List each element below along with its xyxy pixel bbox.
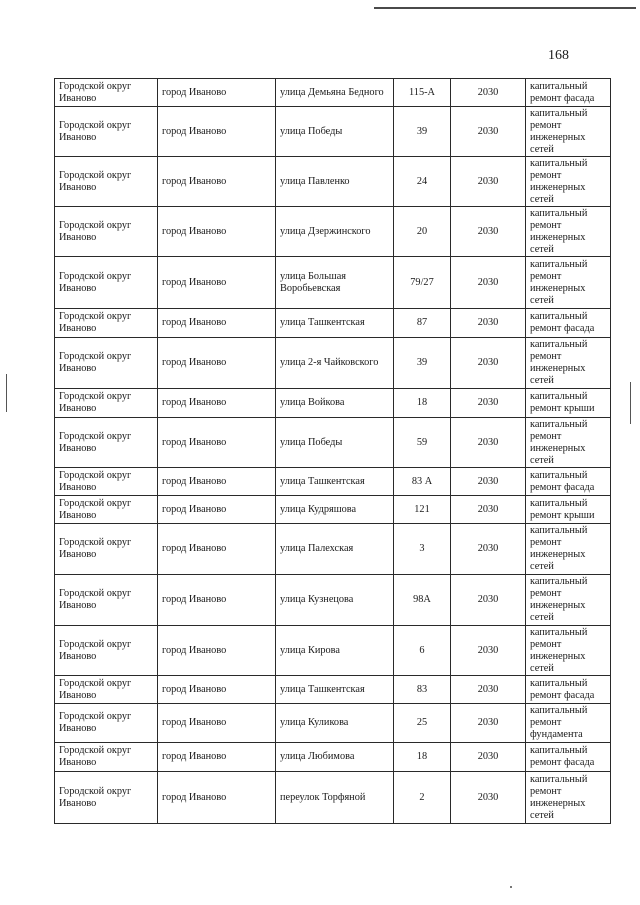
buildings-table [54, 78, 611, 824]
cell-year: 2030 [451, 207, 526, 257]
cell-city: город Иваново [158, 743, 276, 772]
cell-work-type: капитальный ремонт инженерных сетей [526, 157, 611, 207]
cell-year: 2030 [451, 704, 526, 743]
cell-district: Городской округ Иваново [55, 704, 158, 743]
cell-city: город Иваново [158, 157, 276, 207]
cell-street: улица Палехская [276, 524, 394, 575]
cell-district: Городской округ Иваново [55, 496, 158, 524]
cell-street: улица Ташкентская [276, 309, 394, 338]
cell-city: город Иваново [158, 524, 276, 575]
table-row [55, 524, 611, 575]
cell-work-type: капитальный ремонт инженерных сетей [526, 257, 611, 309]
cell-house-number: 18 [394, 743, 451, 772]
cell-year: 2030 [451, 524, 526, 575]
cell-house-number: 3 [394, 524, 451, 575]
table-row [55, 107, 611, 157]
table-row [55, 257, 611, 309]
cell-year: 2030 [451, 743, 526, 772]
cell-street: улица Дзержинского [276, 207, 394, 257]
cell-district: Городской округ Иваново [55, 107, 158, 157]
cell-year: 2030 [451, 257, 526, 309]
cell-house-number: 79/27 [394, 257, 451, 309]
cell-street: улица 2-я Чайковского [276, 338, 394, 389]
cell-house-number: 2 [394, 772, 451, 824]
cell-city: город Иваново [158, 309, 276, 338]
cell-work-type: капитальный ремонт фундамента [526, 704, 611, 743]
cell-work-type: капитальный ремонт крыши [526, 389, 611, 418]
cell-house-number: 39 [394, 338, 451, 389]
table-row [55, 575, 611, 626]
table-row [55, 676, 611, 704]
cell-year: 2030 [451, 468, 526, 496]
cell-work-type: капитальный ремонт фасада [526, 743, 611, 772]
cell-city: город Иваново [158, 418, 276, 468]
cell-street: улица Победы [276, 107, 394, 157]
cell-year: 2030 [451, 626, 526, 676]
cell-house-number: 39 [394, 107, 451, 157]
table-row [55, 626, 611, 676]
cell-district: Городской округ Иваново [55, 743, 158, 772]
cell-house-number: 18 [394, 389, 451, 418]
cell-district: Городской округ Иваново [55, 676, 158, 704]
cell-house-number: 121 [394, 496, 451, 524]
cell-work-type: капитальный ремонт инженерных сетей [526, 107, 611, 157]
cell-year: 2030 [451, 79, 526, 107]
cell-city: город Иваново [158, 575, 276, 626]
cell-house-number: 24 [394, 157, 451, 207]
table-row [55, 338, 611, 389]
cell-year: 2030 [451, 107, 526, 157]
cell-city: город Иваново [158, 207, 276, 257]
cell-year: 2030 [451, 389, 526, 418]
header-rule [374, 7, 636, 9]
cell-work-type: капитальный ремонт инженерных сетей [526, 524, 611, 575]
cell-work-type: капитальный ремонт фасада [526, 309, 611, 338]
cell-district: Городской округ Иваново [55, 338, 158, 389]
cell-district: Городской округ Иваново [55, 418, 158, 468]
cell-city: город Иваново [158, 338, 276, 389]
cell-city: город Иваново [158, 389, 276, 418]
cell-house-number: 59 [394, 418, 451, 468]
cell-street: улица Войкова [276, 389, 394, 418]
table-row [55, 496, 611, 524]
cell-city: город Иваново [158, 704, 276, 743]
table-row [55, 157, 611, 207]
cell-house-number: 83 [394, 676, 451, 704]
cell-district: Городской округ Иваново [55, 207, 158, 257]
cell-house-number: 25 [394, 704, 451, 743]
cell-work-type: капитальный ремонт фасада [526, 468, 611, 496]
cell-year: 2030 [451, 338, 526, 389]
cell-house-number: 87 [394, 309, 451, 338]
table-row [55, 772, 611, 824]
cell-house-number: 115-А [394, 79, 451, 107]
cell-street: улица Любимова [276, 743, 394, 772]
table-row [55, 389, 611, 418]
cell-district: Городской округ Иваново [55, 389, 158, 418]
cell-district: Городской округ Иваново [55, 79, 158, 107]
page-number: 168 [548, 48, 569, 63]
right-margin-mark [630, 382, 631, 424]
cell-house-number: 98А [394, 575, 451, 626]
cell-district: Городской округ Иваново [55, 257, 158, 309]
cell-year: 2030 [451, 575, 526, 626]
cell-house-number: 83 А [394, 468, 451, 496]
cell-city: город Иваново [158, 257, 276, 309]
cell-street: улица Кирова [276, 626, 394, 676]
cell-district: Городской округ Иваново [55, 772, 158, 824]
cell-work-type: капитальный ремонт инженерных сетей [526, 772, 611, 824]
cell-street: улица Победы [276, 418, 394, 468]
cell-city: город Иваново [158, 107, 276, 157]
cell-work-type: капитальный ремонт инженерных сетей [526, 418, 611, 468]
cell-work-type: капитальный ремонт фасада [526, 676, 611, 704]
cell-district: Городской округ Иваново [55, 309, 158, 338]
cell-work-type: капитальный ремонт инженерных сетей [526, 575, 611, 626]
table-row [55, 309, 611, 338]
cell-street: переулок Торфяной [276, 772, 394, 824]
cell-street: улица Кудряшова [276, 496, 394, 524]
cell-street: улица Демьяна Бедного [276, 79, 394, 107]
scan-speck [510, 886, 512, 888]
cell-city: город Иваново [158, 676, 276, 704]
cell-house-number: 6 [394, 626, 451, 676]
cell-street: улица Павленко [276, 157, 394, 207]
cell-street: улица Кузнецова [276, 575, 394, 626]
table-row [55, 79, 611, 107]
table-row [55, 468, 611, 496]
cell-district: Городской округ Иваново [55, 575, 158, 626]
cell-district: Городской округ Иваново [55, 524, 158, 575]
cell-year: 2030 [451, 676, 526, 704]
cell-work-type: капитальный ремонт инженерных сетей [526, 338, 611, 389]
cell-district: Городской округ Иваново [55, 626, 158, 676]
cell-city: город Иваново [158, 496, 276, 524]
table-row [55, 207, 611, 257]
table-row [55, 418, 611, 468]
cell-year: 2030 [451, 309, 526, 338]
table-row [55, 704, 611, 743]
buildings-table-body [55, 79, 611, 824]
cell-district: Городской округ Иваново [55, 157, 158, 207]
cell-city: город Иваново [158, 468, 276, 496]
cell-street: улица Ташкентская [276, 676, 394, 704]
table-row [55, 743, 611, 772]
cell-year: 2030 [451, 157, 526, 207]
cell-city: город Иваново [158, 772, 276, 824]
cell-year: 2030 [451, 418, 526, 468]
cell-street: улица Куликова [276, 704, 394, 743]
cell-street: улица Большая Воробьевская [276, 257, 394, 309]
cell-house-number: 20 [394, 207, 451, 257]
cell-work-type: капитальный ремонт инженерных сетей [526, 207, 611, 257]
cell-year: 2030 [451, 496, 526, 524]
cell-city: город Иваново [158, 626, 276, 676]
cell-work-type: капитальный ремонт фасада [526, 79, 611, 107]
cell-work-type: капитальный ремонт крыши [526, 496, 611, 524]
cell-work-type: капитальный ремонт инженерных сетей [526, 626, 611, 676]
cell-year: 2030 [451, 772, 526, 824]
left-margin-mark [6, 374, 7, 412]
cell-district: Городской округ Иваново [55, 468, 158, 496]
cell-city: город Иваново [158, 79, 276, 107]
cell-street: улица Ташкентская [276, 468, 394, 496]
